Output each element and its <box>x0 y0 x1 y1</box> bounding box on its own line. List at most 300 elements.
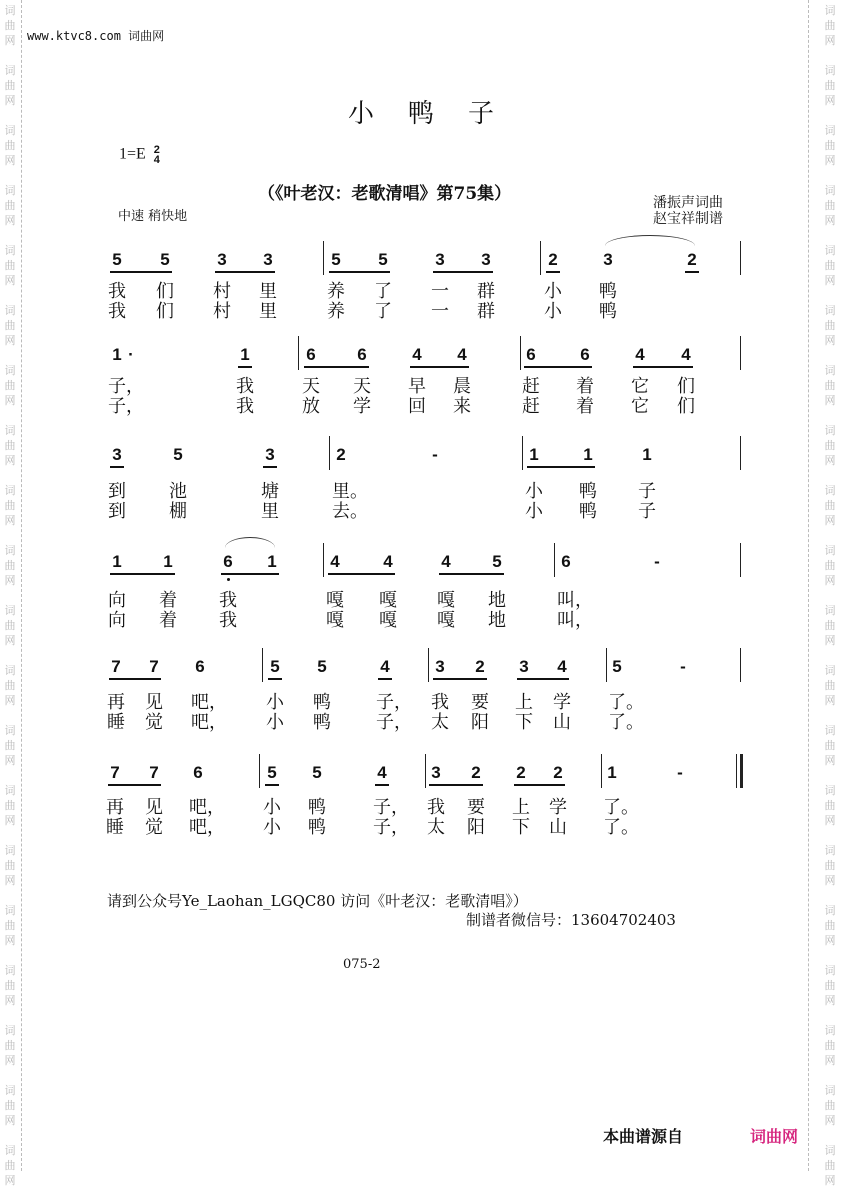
lyric-char: 小 <box>266 712 284 733</box>
note: 1 <box>240 345 250 364</box>
watermark-char: 曲 <box>824 19 836 32</box>
note: 5 <box>312 763 322 782</box>
underline-beam <box>375 784 389 786</box>
watermark-char: 词 <box>4 724 16 737</box>
watermark-char: 词 <box>4 964 16 977</box>
underline-beam <box>238 366 252 368</box>
note: 4 <box>380 657 390 676</box>
lyric-char: 地 <box>488 590 506 611</box>
watermark-char: 曲 <box>4 79 16 92</box>
watermark-right <box>820 0 840 1187</box>
song-title: 小鸭子 <box>347 99 528 129</box>
key-label: 1=E <box>119 145 146 163</box>
watermark-char: 曲 <box>824 1159 836 1172</box>
lyric-char: 养 <box>327 301 345 322</box>
note: 4 <box>383 552 393 571</box>
underline-beam <box>527 466 595 468</box>
note: 4 <box>635 345 645 364</box>
final-barline <box>736 754 737 788</box>
watermark-char: 网 <box>824 1114 836 1127</box>
watermark-char: 曲 <box>824 1099 836 1112</box>
site-header[interactable]: www.ktvc8.com 词曲网 <box>27 29 165 43</box>
lyric-char: 它 <box>631 396 649 417</box>
watermark-char: 网 <box>824 694 836 707</box>
lyric-char: 叫， <box>557 590 593 611</box>
underline-beam <box>524 366 592 368</box>
lyric-char: 学 <box>353 396 371 417</box>
low-octave-dot <box>227 578 230 581</box>
lyric-char: 鸭 <box>579 481 597 502</box>
underline-beam <box>633 366 693 368</box>
note: - <box>654 552 660 571</box>
watermark-char: 词 <box>4 304 16 317</box>
note: 4 <box>377 763 387 782</box>
lyric-char: 子， <box>108 396 144 417</box>
watermark-char: 曲 <box>4 1099 16 1112</box>
lyric-char: 小 <box>525 481 543 502</box>
underline-beam <box>110 466 124 468</box>
barline <box>298 336 299 370</box>
lyric-char: 吧， <box>189 817 225 838</box>
margin-divider-right <box>808 0 809 1171</box>
note: 3 <box>435 250 445 269</box>
lyric-char: 赶 <box>522 396 540 417</box>
note: 6 <box>580 345 590 364</box>
lyric-char: 要 <box>467 797 485 818</box>
watermark-char: 网 <box>4 634 16 647</box>
underline-beam <box>268 678 282 680</box>
lyric-char: 子， <box>108 376 144 397</box>
watermark-char: 词 <box>824 484 836 497</box>
lyric-char: 我 <box>236 376 254 397</box>
note: 5 <box>173 445 183 464</box>
lyric-char: 子， <box>373 797 409 818</box>
barline <box>740 436 741 470</box>
lyric-char: 嘎 <box>326 590 344 611</box>
watermark-char: 词 <box>824 364 836 377</box>
watermark-char: 网 <box>4 574 16 587</box>
barline <box>323 543 324 577</box>
underline-beam <box>215 271 275 273</box>
lyric-char: 吧， <box>191 712 227 733</box>
watermark-char: 词 <box>824 784 836 797</box>
barline <box>522 436 523 470</box>
watermark-char: 网 <box>4 934 16 947</box>
lyric-char: 小 <box>544 281 562 302</box>
barline <box>259 754 260 788</box>
note: - <box>677 763 683 782</box>
lyric-char: 再 <box>106 797 124 818</box>
watermark-char: 曲 <box>824 919 836 932</box>
note: 2 <box>687 250 697 269</box>
lyric-char: 塘 <box>261 481 279 502</box>
barline <box>425 754 426 788</box>
lyric-char: 小 <box>263 817 281 838</box>
barline <box>601 754 602 788</box>
watermark-char: 词 <box>4 844 16 857</box>
watermark-char: 曲 <box>824 259 836 272</box>
lyric-char: 嘎 <box>437 610 455 631</box>
watermark-char: 词 <box>4 124 16 137</box>
watermark-char: 曲 <box>4 799 16 812</box>
lyric-char: 晨 <box>453 376 471 397</box>
watermark-char: 网 <box>824 94 836 107</box>
lyric-char: 了。 <box>603 817 639 838</box>
underline-beam <box>109 678 161 680</box>
lyric-char: 睡 <box>106 817 124 838</box>
footer-wechat-note: 请到公众号Ye_Laohan_LGQC80 访问《叶老汉：老歌清唱》） <box>107 892 528 910</box>
note: 3 <box>435 657 445 676</box>
note: 7 <box>111 657 121 676</box>
barline <box>740 336 741 370</box>
watermark-char: 网 <box>824 754 836 767</box>
lyric-char: 向 <box>108 610 126 631</box>
lyric-char: 来 <box>453 396 471 417</box>
watermark-char: 词 <box>4 484 16 497</box>
lyric-char: 太 <box>431 712 449 733</box>
watermark-char: 词 <box>4 664 16 677</box>
watermark-char: 曲 <box>4 139 16 152</box>
lyric-char: 鸭 <box>599 281 617 302</box>
note: 5 <box>112 250 122 269</box>
lyric-char: 我 <box>427 797 445 818</box>
watermark-char: 曲 <box>4 739 16 752</box>
lyric-char: 一 <box>431 281 449 302</box>
watermark-char: 曲 <box>824 619 836 632</box>
lyric-char: 鸭 <box>308 797 326 818</box>
watermark-char: 网 <box>4 814 16 827</box>
lyric-char: 子， <box>376 712 412 733</box>
note: 1 <box>642 445 652 464</box>
lyric-char: 天 <box>302 376 320 397</box>
lyric-char: 学 <box>553 692 571 713</box>
underline-beam <box>110 271 172 273</box>
subtitle: （《叶老汉：老歌清唱》第75集） <box>258 184 512 204</box>
watermark-char: 网 <box>824 334 836 347</box>
lyric-char: 学 <box>549 797 567 818</box>
lyric-char: 它 <box>631 376 649 397</box>
note: 4 <box>412 345 422 364</box>
lyric-char: 子， <box>376 692 412 713</box>
watermark-char: 网 <box>824 574 836 587</box>
lyric-char: 山 <box>549 817 567 838</box>
underline-beam <box>433 271 493 273</box>
lyric-char: 了 <box>374 281 392 302</box>
lyric-char: 子， <box>373 817 409 838</box>
watermark-char: 词 <box>824 244 836 257</box>
watermark-char: 词 <box>4 1024 16 1037</box>
note: 5 <box>267 763 277 782</box>
barline <box>606 648 607 682</box>
underline-beam <box>328 573 395 575</box>
watermark-char: 网 <box>4 694 16 707</box>
note: · <box>128 345 134 364</box>
watermark-char: 曲 <box>824 739 836 752</box>
lyric-char: 们 <box>156 301 174 322</box>
watermark-char: 词 <box>824 124 836 137</box>
lyric-char: 我 <box>236 396 254 417</box>
note: 6 <box>195 657 205 676</box>
watermark-char: 曲 <box>824 199 836 212</box>
slur <box>605 235 695 246</box>
note: 3 <box>431 763 441 782</box>
lyric-char: 去。 <box>332 501 368 522</box>
watermark-char: 网 <box>824 454 836 467</box>
watermark-char: 网 <box>4 394 16 407</box>
lyric-char: 早 <box>408 376 426 397</box>
watermark-char: 词 <box>824 664 836 677</box>
watermark-char: 曲 <box>824 439 836 452</box>
watermark-char: 曲 <box>4 199 16 212</box>
lyric-char: 觉 <box>145 817 163 838</box>
note: 1 <box>112 345 122 364</box>
lyric-char: 了。 <box>603 797 639 818</box>
lyric-char: 了。 <box>608 712 644 733</box>
lyric-char: 睡 <box>107 712 125 733</box>
watermark-char: 词 <box>824 1024 836 1037</box>
barline <box>740 241 741 275</box>
watermark-char: 词 <box>4 244 16 257</box>
barline <box>740 648 741 682</box>
lyric-char: 我 <box>108 281 126 302</box>
watermark-char: 网 <box>824 994 836 1007</box>
watermark-char: 网 <box>824 514 836 527</box>
lyric-char: 村 <box>213 281 231 302</box>
watermark-char: 词 <box>4 364 16 377</box>
watermark-char: 曲 <box>4 919 16 932</box>
watermark-char: 词 <box>4 424 16 437</box>
note: 6 <box>223 552 233 571</box>
lyric-char: 回 <box>408 396 426 417</box>
watermark-char: 网 <box>4 34 16 47</box>
note: 6 <box>357 345 367 364</box>
lyric-char: 上 <box>515 692 533 713</box>
lyric-char: 太 <box>427 817 445 838</box>
note: 3 <box>481 250 491 269</box>
lyric-char: 里。 <box>332 481 368 502</box>
note: 1 <box>267 552 277 571</box>
watermark-char: 词 <box>824 184 836 197</box>
watermark-char: 网 <box>4 274 16 287</box>
watermark-char: 曲 <box>824 1039 836 1052</box>
note: - <box>432 445 438 464</box>
note: - <box>680 657 686 676</box>
lyric-char: 到 <box>108 501 126 522</box>
note: 1 <box>529 445 539 464</box>
note: 5 <box>378 250 388 269</box>
note: 2 <box>516 763 526 782</box>
lyric-char: 吧， <box>189 797 225 818</box>
watermark-char: 词 <box>824 724 836 737</box>
underline-beam <box>221 573 279 575</box>
lyric-char: 一 <box>431 301 449 322</box>
watermark-char: 网 <box>824 274 836 287</box>
note: 4 <box>457 345 467 364</box>
watermark-char: 网 <box>4 514 16 527</box>
note: 4 <box>441 552 451 571</box>
watermark-char: 网 <box>4 214 16 227</box>
watermark-char: 词 <box>824 4 836 17</box>
watermark-char: 曲 <box>824 979 836 992</box>
watermark-char: 曲 <box>4 979 16 992</box>
watermark-char: 网 <box>824 634 836 647</box>
watermark-char: 网 <box>4 1054 16 1067</box>
credit-notation: 赵宝祥制谱 <box>653 211 723 227</box>
barline <box>740 543 741 577</box>
note: 3 <box>112 445 122 464</box>
watermark-char: 网 <box>824 34 836 47</box>
time-top: 2 <box>153 144 160 156</box>
lyric-char: 里 <box>259 281 277 302</box>
underline-beam <box>433 678 487 680</box>
lyric-char: 我 <box>431 692 449 713</box>
watermark-char: 网 <box>824 1174 836 1187</box>
note: 3 <box>217 250 227 269</box>
watermark-char: 曲 <box>824 319 836 332</box>
watermark-char: 曲 <box>824 379 836 392</box>
watermark-char: 词 <box>4 784 16 797</box>
watermark-char: 曲 <box>4 499 16 512</box>
lyric-char: 叫， <box>557 610 593 631</box>
watermark-char: 词 <box>824 64 836 77</box>
lyric-char: 小 <box>266 692 284 713</box>
lyric-char: 着 <box>159 590 177 611</box>
margin-divider-left <box>21 0 22 1171</box>
watermark-char: 词 <box>4 64 16 77</box>
watermark-char: 曲 <box>4 619 16 632</box>
lyric-char: 见 <box>145 797 163 818</box>
watermark-char: 词 <box>824 604 836 617</box>
underline-beam <box>546 271 560 273</box>
note: 1 <box>583 445 593 464</box>
note: 7 <box>110 763 120 782</box>
lyric-char: 上 <box>512 797 530 818</box>
lyric-char: 着 <box>576 376 594 397</box>
lyric-char: 鸭 <box>313 712 331 733</box>
time-bottom: 4 <box>153 154 160 166</box>
note: 6 <box>561 552 571 571</box>
lyric-char: 着 <box>159 610 177 631</box>
watermark-char: 网 <box>4 334 16 347</box>
lyric-char: 们 <box>677 396 695 417</box>
watermark-char: 曲 <box>4 19 16 32</box>
lyric-char: 子 <box>638 501 656 522</box>
watermark-char: 网 <box>824 814 836 827</box>
watermark-char: 网 <box>824 874 836 887</box>
watermark-char: 网 <box>4 154 16 167</box>
lyric-char: 嘎 <box>326 610 344 631</box>
barline <box>520 336 521 370</box>
note: 3 <box>263 250 273 269</box>
watermark-char: 词 <box>824 544 836 557</box>
underline-beam <box>429 784 483 786</box>
lyric-char: 下 <box>512 817 530 838</box>
note: 2 <box>548 250 558 269</box>
underline-beam <box>329 271 390 273</box>
note: 6 <box>193 763 203 782</box>
note: 5 <box>612 657 622 676</box>
underline-beam <box>108 784 161 786</box>
lyric-char: 鸭 <box>599 301 617 322</box>
lyric-char: 下 <box>515 712 533 733</box>
tempo-marking: 中速 稍快地 <box>118 209 188 224</box>
underline-beam <box>410 366 469 368</box>
watermark-char: 网 <box>824 394 836 407</box>
watermark-char: 曲 <box>4 259 16 272</box>
watermark-char: 网 <box>824 154 836 167</box>
credit-composer: 潘振声词曲 <box>653 195 723 211</box>
watermark-char: 网 <box>4 1174 16 1187</box>
note: 5 <box>317 657 327 676</box>
note: 4 <box>557 657 567 676</box>
underline-beam <box>685 271 699 273</box>
underline-beam <box>378 678 392 680</box>
note: 5 <box>331 250 341 269</box>
note: 5 <box>160 250 170 269</box>
underline-beam <box>304 366 369 368</box>
watermark-char: 词 <box>4 1144 16 1157</box>
lyric-char: 嘎 <box>437 590 455 611</box>
note: 5 <box>270 657 280 676</box>
lyric-char: 赶 <box>522 376 540 397</box>
barline <box>262 648 263 682</box>
lyric-char: 养 <box>327 281 345 302</box>
underline-beam <box>263 466 277 468</box>
watermark-char: 网 <box>824 214 836 227</box>
lyric-char: 吧， <box>191 692 227 713</box>
underline-beam <box>514 784 565 786</box>
lyric-char: 觉 <box>145 712 163 733</box>
watermark-char: 网 <box>4 454 16 467</box>
underline-beam <box>265 784 279 786</box>
lyric-char: 小 <box>544 301 562 322</box>
watermark-char: 词 <box>824 1084 836 1097</box>
note: 2 <box>553 763 563 782</box>
watermark-char: 词 <box>824 424 836 437</box>
lyric-char: 鸭 <box>308 817 326 838</box>
watermark-char: 曲 <box>824 79 836 92</box>
lyric-char: 地 <box>488 610 506 631</box>
watermark-char: 词 <box>824 304 836 317</box>
lyric-char: 了 <box>374 301 392 322</box>
lyric-char: 里 <box>259 301 277 322</box>
lyric-char: 到 <box>108 481 126 502</box>
source-label: 本曲谱源自 <box>603 1127 684 1146</box>
lyric-char: 放 <box>302 396 320 417</box>
lyric-char: 群 <box>477 281 495 302</box>
note: 1 <box>112 552 122 571</box>
lyric-char: 们 <box>677 376 695 397</box>
note: 5 <box>492 552 502 571</box>
note: 7 <box>149 657 159 676</box>
source-brand-link[interactable]: 词曲网 <box>750 1127 799 1146</box>
watermark-char: 词 <box>824 1144 836 1157</box>
watermark-char: 词 <box>4 544 16 557</box>
barline <box>329 436 330 470</box>
lyric-char: 棚 <box>169 501 187 522</box>
barline <box>554 543 555 577</box>
watermark-char: 词 <box>4 604 16 617</box>
note: 3 <box>519 657 529 676</box>
lyric-char: 们 <box>156 281 174 302</box>
lyric-char: 嘎 <box>379 590 397 611</box>
watermark-char: 曲 <box>4 379 16 392</box>
barline <box>540 241 541 275</box>
watermark-char: 曲 <box>824 799 836 812</box>
watermark-char: 曲 <box>4 559 16 572</box>
slur <box>225 537 275 548</box>
lyric-char: 向 <box>108 590 126 611</box>
